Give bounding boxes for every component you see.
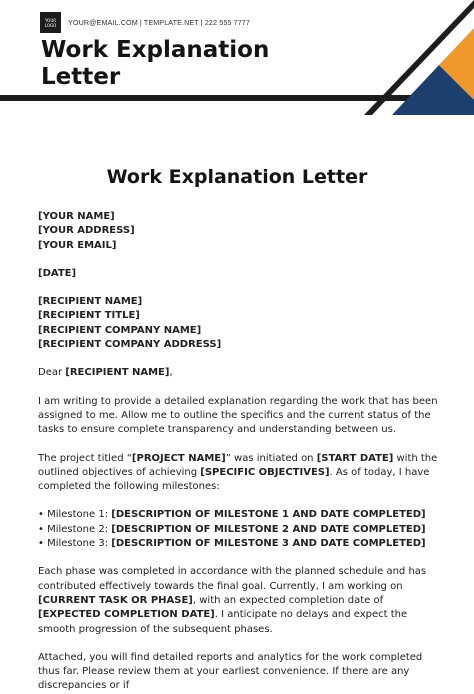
- p2-text-2: ” was initiated on: [225, 452, 317, 464]
- company-logo: [40, 12, 61, 33]
- p3-text-2: , with an expected completion date of: [192, 594, 384, 606]
- paragraph-intro: I am writing to provide a detailed explanation regarding the work that has been assigned to me. Allow me to outline the specifics and the current status of the tasks to ensure complete transparency and understanding between us.: [38, 395, 438, 436]
- project-name: [PROJECT NAME]: [131, 452, 226, 464]
- recipient-name: [RECIPIENT NAME]: [38, 296, 143, 308]
- recipient-address: [RECIPIENT COMPANY ADDRESS]: [38, 339, 222, 351]
- p3-text-3: . I anticipate no delays and expect the smooth progression of the subsequent phases.: [38, 609, 408, 635]
- p2-text-4: . As of today, I have completed the following milestones:: [38, 466, 430, 493]
- p2-text-3: with the outlined objectives of achieving: [38, 452, 438, 478]
- paragraph-progress: [38, 565, 438, 636]
- expected-completion: [EXPECTED COMPLETION DATE]: [38, 609, 215, 621]
- p2-text-1: The project titled “: [38, 452, 132, 464]
- milestone-item: [38, 508, 438, 522]
- milestone-value: [DESCRIPTION OF MILESTONE 1 AND DATE COMPLETED]: [111, 509, 426, 521]
- milestone-item: [38, 523, 438, 537]
- paragraph-project: [38, 452, 438, 495]
- sender-name: [YOUR NAME]: [38, 211, 115, 222]
- salutation-name: [RECIPIENT NAME]: [65, 367, 170, 379]
- current-task: [CURRENT TASK OR PHASE]: [38, 594, 193, 606]
- start-date: [START DATE]: [316, 452, 394, 464]
- recipient-title: [RECIPIENT TITLE]: [38, 310, 140, 322]
- milestone-value: [DESCRIPTION OF MILESTONE 3 AND DATE COMPLETED]: [111, 538, 426, 550]
- milestone-label: • Milestone 2:: [38, 523, 112, 535]
- milestone-value: [DESCRIPTION OF MILESTONE 2 AND DATE COMPLETED]: [111, 523, 426, 535]
- sender-email: [YOUR EMAIL]: [38, 239, 117, 251]
- p3-text-1: Each phase was completed in accordance with the planned schedule and has contributed effectively towards the final goal. Currently, I am working on: [38, 566, 427, 592]
- document-title: Work Explanation Letter: [106, 166, 368, 188]
- milestone-label: • Milestone 1:: [38, 509, 112, 521]
- sender-address: [YOUR ADDRESS]: [38, 225, 135, 237]
- salutation: [38, 366, 438, 380]
- salutation-comma: ,: [169, 367, 173, 379]
- recipient-company: [RECIPIENT COMPANY NAME]: [38, 324, 202, 336]
- contact-line: YOUR@EMAIL.COM | TEMPLATE.NET | 222 555 7777: [68, 18, 251, 27]
- letter-date: [DATE]: [38, 267, 77, 279]
- milestone-label: • Milestone 3:: [38, 538, 112, 550]
- specific-objectives: [SPECIFIC OBJECTIVES]: [200, 466, 330, 478]
- milestone-item: [38, 537, 438, 551]
- salutation-text: Dear: [38, 367, 66, 379]
- header-title: Work Explanation Letter: [41, 37, 270, 90]
- letter-body: [38, 210, 438, 694]
- logo-text: YOUR LOGO: [44, 17, 57, 28]
- corner-decoration: [364, 0, 474, 115]
- paragraph-attachments: Attached, you will find detailed reports and analytics for the work completed thus far. Please review them at your earliest convenience. If there are any discrepancies or if: [38, 651, 423, 692]
